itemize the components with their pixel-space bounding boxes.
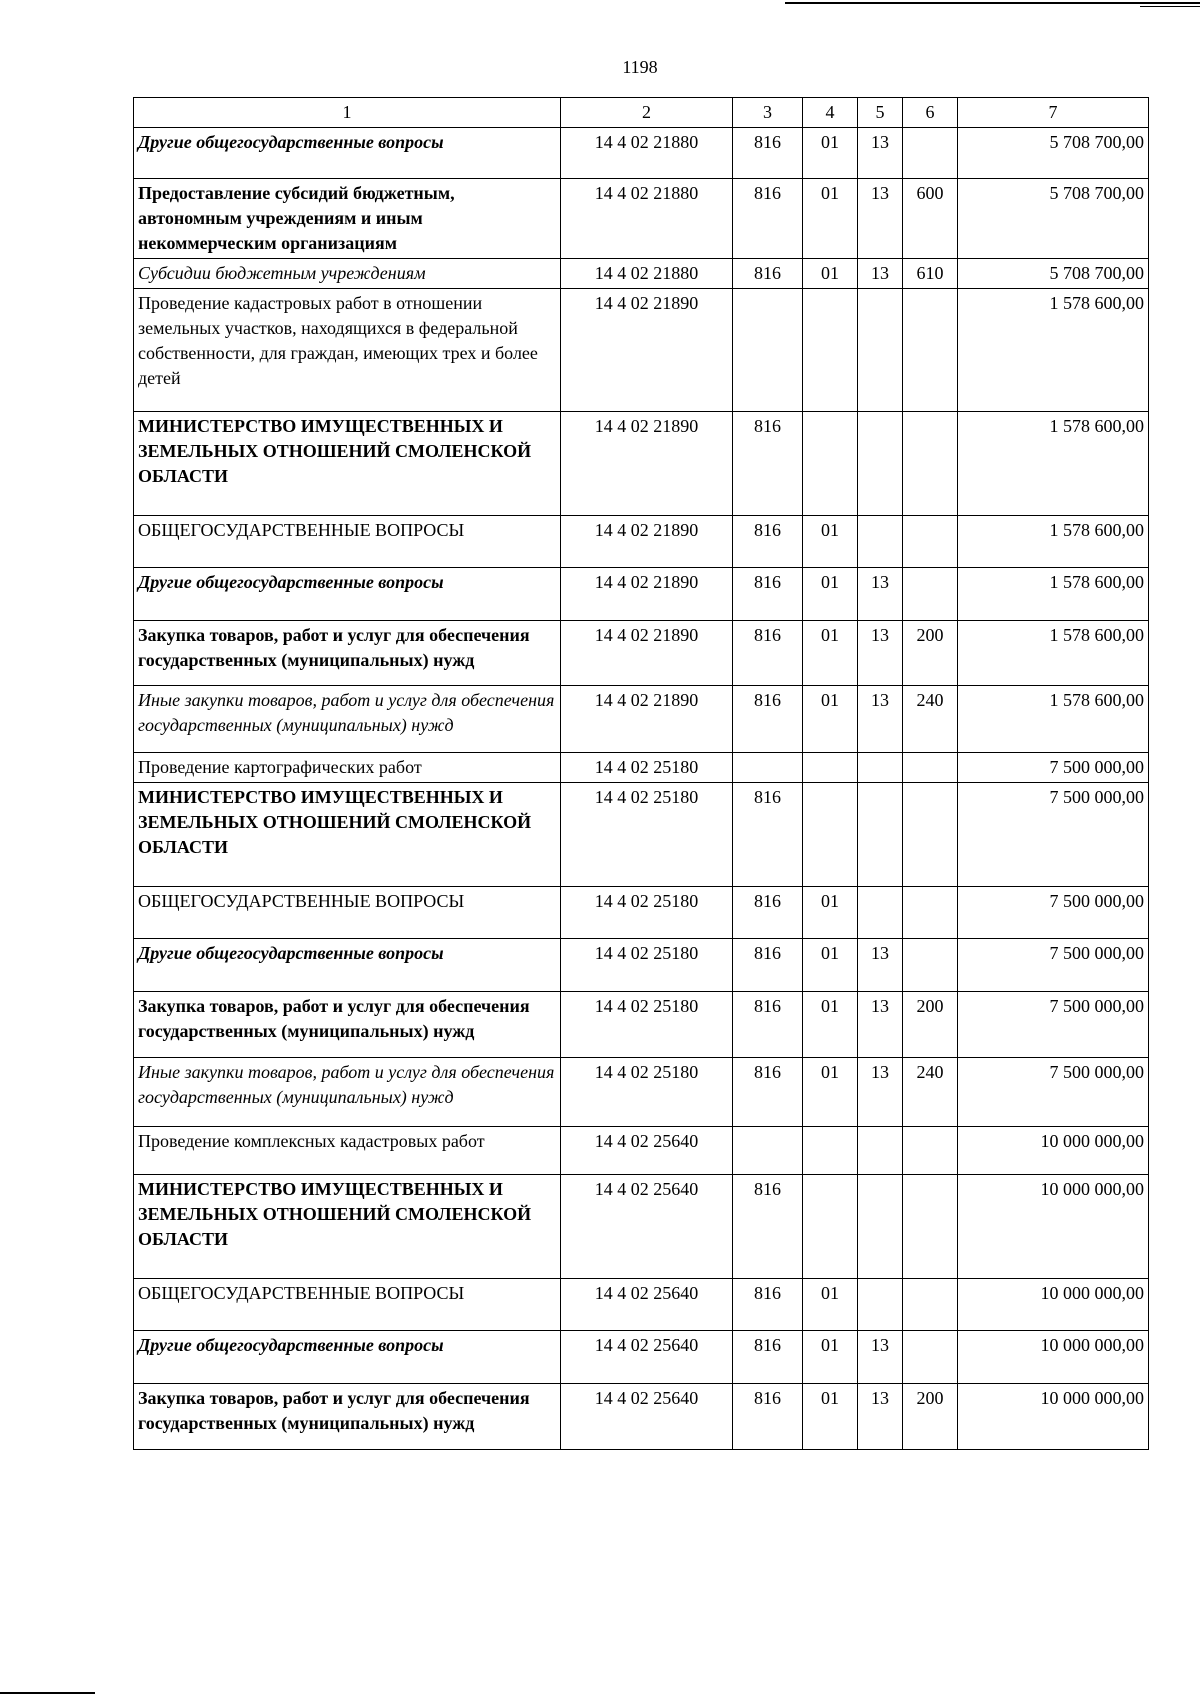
- budget-code-cell: 14 4 02 21890: [561, 568, 733, 621]
- ministry-code-cell: 816: [733, 621, 803, 686]
- amount-cell: 1 578 600,00: [958, 568, 1149, 621]
- table-row: [134, 1058, 1149, 1127]
- ministry-code-cell: 816: [733, 568, 803, 621]
- amount-cell: 10 000 000,00: [958, 1384, 1149, 1450]
- table-row: [134, 686, 1149, 753]
- expense-type-cell: 240: [903, 1058, 958, 1127]
- scan-edge-line: [785, 2, 1200, 4]
- expense-type-cell: 240: [903, 686, 958, 753]
- amount-cell: 7 500 000,00: [958, 1058, 1149, 1127]
- amount-cell: 1 578 600,00: [958, 412, 1149, 516]
- ministry-code-cell: 816: [733, 992, 803, 1058]
- expense-type-cell: [903, 1279, 958, 1331]
- expense-type-cell: 200: [903, 621, 958, 686]
- table-row: [134, 1384, 1149, 1450]
- table-row: [134, 179, 1149, 259]
- row-name-cell: Проведение комплексных кадастровых работ: [134, 1127, 561, 1175]
- amount-cell: 1 578 600,00: [958, 289, 1149, 412]
- row-name-cell: Иные закупки товаров, работ и услуг для обеспечения государственных (муниципальных) нужд: [134, 686, 561, 753]
- subsection-code-cell: 13: [858, 992, 903, 1058]
- header-cell: 3: [733, 98, 803, 128]
- table-row: [134, 128, 1149, 179]
- ministry-code-cell: [733, 1127, 803, 1175]
- subsection-code-cell: 13: [858, 621, 903, 686]
- ministry-code-cell: 816: [733, 1331, 803, 1384]
- amount-cell: 7 500 000,00: [958, 783, 1149, 887]
- section-code-cell: 01: [803, 939, 858, 992]
- ministry-code-cell: 816: [733, 887, 803, 939]
- budget-code-cell: 14 4 02 21890: [561, 621, 733, 686]
- row-name-cell: МИНИСТЕРСТВО ИМУЩЕСТВЕННЫХ И ЗЕМЕЛЬНЫХ ОТНОШЕНИЙ СМОЛЕНСКОЙ ОБЛАСТИ: [134, 1175, 561, 1279]
- expense-type-cell: 600: [903, 179, 958, 259]
- ministry-code-cell: 816: [733, 686, 803, 753]
- scan-edge-line: [0, 1692, 95, 1694]
- subsection-code-cell: [858, 1175, 903, 1279]
- header-cell: 1: [134, 98, 561, 128]
- section-code-cell: 01: [803, 992, 858, 1058]
- row-name-cell: ОБЩЕГОСУДАРСТВЕННЫЕ ВОПРОСЫ: [134, 516, 561, 568]
- header-cell: 6: [903, 98, 958, 128]
- table-row: [134, 516, 1149, 568]
- section-code-cell: 01: [803, 516, 858, 568]
- subsection-code-cell: 13: [858, 568, 903, 621]
- expense-type-cell: [903, 412, 958, 516]
- amount-cell: 1 578 600,00: [958, 516, 1149, 568]
- expense-type-cell: [903, 887, 958, 939]
- section-code-cell: [803, 753, 858, 783]
- section-code-cell: 01: [803, 1331, 858, 1384]
- budget-code-cell: 14 4 02 25180: [561, 753, 733, 783]
- row-name-cell: Закупка товаров, работ и услуг для обеспечения государственных (муниципальных) нужд: [134, 1384, 561, 1450]
- header-cell: 7: [958, 98, 1149, 128]
- subsection-code-cell: 13: [858, 179, 903, 259]
- table-row: [134, 1331, 1149, 1384]
- budget-code-cell: 14 4 02 25180: [561, 887, 733, 939]
- budget-code-cell: 14 4 02 25180: [561, 783, 733, 887]
- section-code-cell: [803, 783, 858, 887]
- expense-type-cell: [903, 1331, 958, 1384]
- amount-cell: 7 500 000,00: [958, 887, 1149, 939]
- scan-edge-line: [1140, 6, 1200, 7]
- expense-type-cell: 200: [903, 1384, 958, 1450]
- ministry-code-cell: 816: [733, 1058, 803, 1127]
- table-row: [134, 412, 1149, 516]
- budget-code-cell: 14 4 02 25180: [561, 1058, 733, 1127]
- section-code-cell: [803, 412, 858, 516]
- header-cell: 4: [803, 98, 858, 128]
- amount-cell: 10 000 000,00: [958, 1175, 1149, 1279]
- subsection-code-cell: [858, 783, 903, 887]
- budget-code-cell: 14 4 02 21880: [561, 179, 733, 259]
- amount-cell: 5 708 700,00: [958, 179, 1149, 259]
- table-row: [134, 939, 1149, 992]
- subsection-code-cell: [858, 516, 903, 568]
- subsection-code-cell: [858, 1279, 903, 1331]
- section-code-cell: 01: [803, 686, 858, 753]
- row-name-cell: МИНИСТЕРСТВО ИМУЩЕСТВЕННЫХ И ЗЕМЕЛЬНЫХ ОТНОШЕНИЙ СМОЛЕНСКОЙ ОБЛАСТИ: [134, 412, 561, 516]
- amount-cell: 5 708 700,00: [958, 128, 1149, 179]
- budget-code-cell: 14 4 02 21890: [561, 516, 733, 568]
- expense-type-cell: 200: [903, 992, 958, 1058]
- section-code-cell: [803, 1127, 858, 1175]
- table-row: [134, 887, 1149, 939]
- ministry-code-cell: 816: [733, 128, 803, 179]
- subsection-code-cell: [858, 289, 903, 412]
- ministry-code-cell: [733, 289, 803, 412]
- section-code-cell: [803, 1175, 858, 1279]
- budget-code-cell: 14 4 02 21880: [561, 259, 733, 289]
- amount-cell: 10 000 000,00: [958, 1279, 1149, 1331]
- amount-cell: 5 708 700,00: [958, 259, 1149, 289]
- section-code-cell: 01: [803, 887, 858, 939]
- row-name-cell: Предоставление субсидий бюджетным, автономным учреждениям и иным некоммерческим организациям: [134, 179, 561, 259]
- subsection-code-cell: 13: [858, 1058, 903, 1127]
- expense-type-cell: 610: [903, 259, 958, 289]
- table-row: [134, 259, 1149, 289]
- budget-code-cell: 14 4 02 25640: [561, 1127, 733, 1175]
- row-name-cell: Иные закупки товаров, работ и услуг для обеспечения государственных (муниципальных) нужд: [134, 1058, 561, 1127]
- row-name-cell: Проведение картографических работ: [134, 753, 561, 783]
- subsection-code-cell: 13: [858, 1331, 903, 1384]
- expense-type-cell: [903, 128, 958, 179]
- table-row: [134, 783, 1149, 887]
- subsection-code-cell: 13: [858, 1384, 903, 1450]
- amount-cell: 10 000 000,00: [958, 1127, 1149, 1175]
- row-name-cell: Другие общегосударственные вопросы: [134, 128, 561, 179]
- budget-code-cell: 14 4 02 25640: [561, 1384, 733, 1450]
- section-code-cell: 01: [803, 568, 858, 621]
- row-name-cell: Другие общегосударственные вопросы: [134, 568, 561, 621]
- section-code-cell: 01: [803, 128, 858, 179]
- section-code-cell: 01: [803, 1058, 858, 1127]
- expense-type-cell: [903, 783, 958, 887]
- expense-type-cell: [903, 516, 958, 568]
- row-name-cell: ОБЩЕГОСУДАРСТВЕННЫЕ ВОПРОСЫ: [134, 1279, 561, 1331]
- ministry-code-cell: 816: [733, 939, 803, 992]
- section-code-cell: 01: [803, 621, 858, 686]
- ministry-code-cell: 816: [733, 1384, 803, 1450]
- ministry-code-cell: 816: [733, 783, 803, 887]
- subsection-code-cell: [858, 412, 903, 516]
- budget-code-cell: 14 4 02 21890: [561, 412, 733, 516]
- subsection-code-cell: 13: [858, 128, 903, 179]
- table-row: [134, 753, 1149, 783]
- ministry-code-cell: 816: [733, 1279, 803, 1331]
- budget-code-cell: 14 4 02 21880: [561, 128, 733, 179]
- row-name-cell: Закупка товаров, работ и услуг для обеспечения государственных (муниципальных) нужд: [134, 621, 561, 686]
- table-row: [134, 1127, 1149, 1175]
- subsection-code-cell: [858, 887, 903, 939]
- ministry-code-cell: 816: [733, 179, 803, 259]
- expense-type-cell: [903, 1175, 958, 1279]
- amount-cell: 7 500 000,00: [958, 992, 1149, 1058]
- budget-code-cell: 14 4 02 25640: [561, 1331, 733, 1384]
- row-name-cell: Закупка товаров, работ и услуг для обеспечения государственных (муниципальных) нужд: [134, 992, 561, 1058]
- table-row: [134, 1279, 1149, 1331]
- page-number: 1198: [622, 57, 658, 77]
- section-code-cell: 01: [803, 1384, 858, 1450]
- expense-type-cell: [903, 939, 958, 992]
- expense-type-cell: [903, 1127, 958, 1175]
- table-row: [134, 992, 1149, 1058]
- row-name-cell: Другие общегосударственные вопросы: [134, 939, 561, 992]
- amount-cell: 7 500 000,00: [958, 939, 1149, 992]
- budget-code-cell: 14 4 02 21890: [561, 289, 733, 412]
- header-cell: 2: [561, 98, 733, 128]
- subsection-code-cell: 13: [858, 686, 903, 753]
- row-name-cell: ОБЩЕГОСУДАРСТВЕННЫЕ ВОПРОСЫ: [134, 887, 561, 939]
- header-cell: 5: [858, 98, 903, 128]
- table-header-row: [134, 98, 1149, 128]
- budget-code-cell: 14 4 02 21890: [561, 686, 733, 753]
- ministry-code-cell: 816: [733, 412, 803, 516]
- subsection-code-cell: [858, 1127, 903, 1175]
- ministry-code-cell: [733, 753, 803, 783]
- subsection-code-cell: 13: [858, 939, 903, 992]
- ministry-code-cell: 816: [733, 1175, 803, 1279]
- section-code-cell: 01: [803, 259, 858, 289]
- table-row: [134, 621, 1149, 686]
- budget-table: [133, 97, 1149, 1450]
- amount-cell: 10 000 000,00: [958, 1331, 1149, 1384]
- table-row: [134, 1175, 1149, 1279]
- section-code-cell: 01: [803, 179, 858, 259]
- expense-type-cell: [903, 753, 958, 783]
- amount-cell: 7 500 000,00: [958, 753, 1149, 783]
- expense-type-cell: [903, 289, 958, 412]
- section-code-cell: 01: [803, 1279, 858, 1331]
- amount-cell: 1 578 600,00: [958, 686, 1149, 753]
- subsection-code-cell: [858, 753, 903, 783]
- table-row: [134, 289, 1149, 412]
- ministry-code-cell: 816: [733, 259, 803, 289]
- row-name-cell: МИНИСТЕРСТВО ИМУЩЕСТВЕННЫХ И ЗЕМЕЛЬНЫХ ОТНОШЕНИЙ СМОЛЕНСКОЙ ОБЛАСТИ: [134, 783, 561, 887]
- budget-code-cell: 14 4 02 25180: [561, 939, 733, 992]
- ministry-code-cell: 816: [733, 516, 803, 568]
- amount-cell: 1 578 600,00: [958, 621, 1149, 686]
- subsection-code-cell: 13: [858, 259, 903, 289]
- expense-type-cell: [903, 568, 958, 621]
- budget-code-cell: 14 4 02 25180: [561, 992, 733, 1058]
- row-name-cell: Субсидии бюджетным учреждениям: [134, 259, 561, 289]
- section-code-cell: [803, 289, 858, 412]
- row-name-cell: Другие общегосударственные вопросы: [134, 1331, 561, 1384]
- budget-code-cell: 14 4 02 25640: [561, 1279, 733, 1331]
- budget-code-cell: 14 4 02 25640: [561, 1175, 733, 1279]
- table-row: [134, 568, 1149, 621]
- row-name-cell: Проведение кадастровых работ в отношении земельных участков, находящихся в федеральной собственности, для граждан, имеющих трех и более детей: [134, 289, 561, 412]
